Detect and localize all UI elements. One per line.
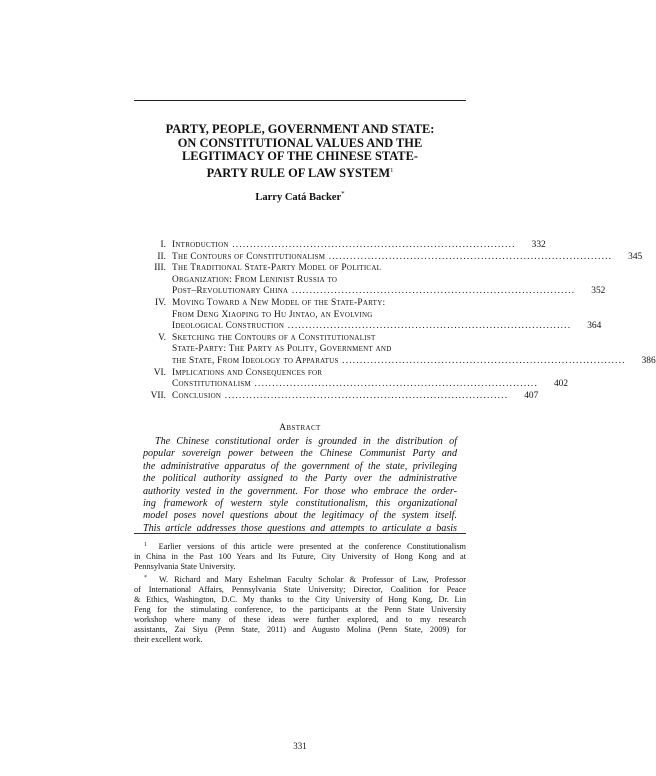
toc-title: Conclusion ................................................................................ [172, 390, 509, 401]
toc-title: Post–Revolutionary China ................................................................................ [172, 286, 576, 297]
toc-entry[interactable] [134, 240, 546, 252]
footnote-line: their excellent work. [134, 635, 203, 644]
toc-number [134, 356, 172, 368]
toc-page: 402 [553, 379, 568, 390]
footnotes [134, 540, 466, 645]
toc-number [134, 344, 172, 356]
toc-page: 386 [641, 355, 656, 366]
abstract-line: model poses novel questions about the legitimacy of the system itself. [143, 510, 457, 522]
page-number: 331 [293, 741, 307, 751]
footnote-line: workshop where many of these ideas were further explored, and to my research [134, 615, 466, 624]
toc-title: Ideological Construction ................................................................................ [172, 321, 572, 332]
author-footnote-mark[interactable]: * [341, 190, 345, 198]
toc-page [436, 275, 466, 287]
abstract-line: This article addresses those questions and attempts to articulate a basis [143, 522, 457, 534]
toc-page [436, 298, 466, 310]
footnote-rule [134, 533, 466, 534]
footnote-line: $^1$ Earlier versions of this article were presented at the conference Constitutionalism [144, 542, 466, 551]
footnote-line: Pennsylvania State University. [134, 562, 236, 571]
toc-title: The Contours of Constitutionalism ................................................................................ [172, 251, 613, 262]
abstract-line: authority vested in the government. For those who embrace the order- [143, 485, 457, 497]
author-byline [120, 190, 480, 203]
footnote-line: Feng for the stimulating conference, to the participants at the Penn State University [134, 605, 466, 614]
toc-page: 345 [628, 251, 643, 262]
footnote-line: assistants, Zai Siyu (Penn State, 2011) and Augusto Molina (Penn State, 2009) for [134, 625, 466, 634]
toc-number: II. [157, 251, 166, 262]
toc-entry[interactable] [134, 297, 602, 333]
abstract-line: the administrative apparatus of the government of the state, privileging [143, 460, 457, 472]
toc-number: VI. [153, 367, 166, 378]
toc-number [134, 286, 172, 298]
toc-number [134, 310, 172, 322]
toc-title: Introduction ................................................................................ [172, 240, 516, 250]
abstract-line: The Chinese constitutional order is grounded in the distribution of [155, 436, 457, 447]
footnote-line: * W. Richard and Mary Eshelman Faculty Scholar & Professor of Law, Professor [144, 575, 466, 584]
toc-page: 352 [591, 286, 606, 297]
article-title [120, 123, 480, 180]
toc-title: From Deng Xiaoping to Hu Jintao, an Evolving [172, 309, 373, 320]
toc-entry[interactable] [134, 390, 539, 403]
author-name: Larry Catá Backer [255, 192, 342, 203]
toc-title: Organization: From Leninist Russia to [172, 274, 338, 285]
toc-page: 332 [531, 240, 546, 250]
toc-page [436, 368, 466, 380]
footnote-mark: 1 [144, 542, 147, 548]
toc-page: 407 [524, 390, 539, 401]
toc-number: IV. [154, 297, 166, 308]
footnote-line: of International Affairs, Pennsylvania State University; Director, Coalition for Peace [134, 585, 466, 594]
abstract-body [143, 436, 457, 535]
toc-page [436, 310, 466, 322]
toc-number [134, 275, 172, 287]
toc-entry[interactable] [134, 367, 568, 391]
footnote-line: & Ethics, Washington, D.C. My thanks to the City University of Hong Kong, Dr. Lin [134, 595, 466, 604]
toc-page [436, 333, 466, 345]
toc-entry[interactable] [134, 332, 656, 368]
toc-title: Constitutionalism ................................................................................ [172, 379, 538, 390]
toc-title: Sketching the Contours of a Constitutionalist [172, 332, 376, 343]
toc-title: the State, From Ideology to Apparatus ................................................................................ [172, 355, 626, 366]
abstract-line: the political authority assigned to the Party over the administrative [143, 473, 457, 485]
header-rule [134, 100, 466, 101]
toc-title: State-Party: The Party as Polity, Government and [172, 344, 392, 355]
toc-page [436, 263, 466, 275]
toc-number: VII. [150, 390, 166, 401]
toc-number [134, 379, 172, 391]
toc-page: 364 [587, 321, 602, 332]
title-line: LEGITIMACY OF THE CHINESE STATE- [182, 149, 418, 164]
table-of-contents [134, 240, 656, 402]
footnote [134, 540, 466, 572]
toc-entry[interactable] [134, 251, 643, 264]
footnote-mark: * [144, 575, 147, 581]
abstract-line: ing framework of western style constitutionalism, this organizational [143, 498, 457, 510]
toc-number: I. [160, 240, 166, 250]
title-line: ON CONSTITUTIONAL VALUES AND THE [177, 135, 423, 150]
toc-number: III. [154, 263, 166, 274]
title-line: PARTY, PEOPLE, GOVERNMENT AND STATE: [165, 122, 435, 136]
toc-entry[interactable] [134, 263, 606, 298]
footnote-line: in China in the Past 100 Years and Its Future, City University of Hong Kong and at [134, 552, 466, 561]
toc-title: The Traditional State-Party Model of Political [172, 263, 382, 274]
title-line: PARTY RULE OF LAW SYSTEM$^1$ [206, 165, 394, 180]
toc-number: V. [158, 332, 166, 343]
abstract-line: popular sovereign power between the Chinese Communist Party and [143, 448, 457, 460]
title-footnote-mark[interactable]: 1 [390, 166, 394, 174]
toc-number [134, 321, 172, 333]
toc-title: Implications and Consequences for [172, 367, 323, 378]
toc-title: Moving Toward a New Model of the State-Party: [172, 297, 386, 308]
abstract-heading: Abstract [279, 423, 321, 433]
footnote [134, 573, 466, 645]
toc-page [436, 344, 466, 356]
